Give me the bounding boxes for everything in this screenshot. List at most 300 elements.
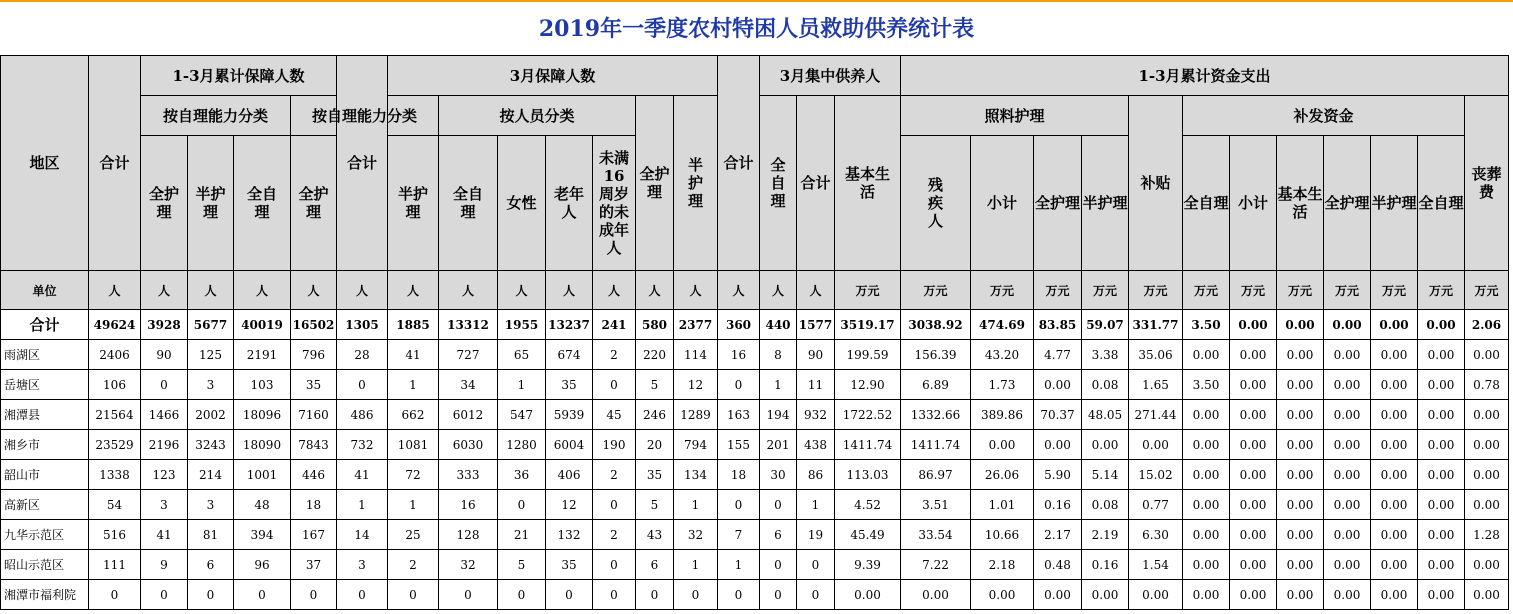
- data-cell: 48.05: [1082, 400, 1129, 430]
- total-cell: 40019: [234, 310, 291, 340]
- data-cell: 0.00: [1034, 370, 1082, 400]
- total-cell: 3038.92: [901, 310, 971, 340]
- data-cell: 0.00: [1465, 550, 1509, 580]
- table-row: [1, 520, 1509, 550]
- region-name: 韶山市: [1, 460, 89, 490]
- header-reissue-self: 全自理: [1418, 136, 1465, 271]
- data-cell: 1332.66: [901, 400, 971, 430]
- data-cell: 0.00: [1183, 520, 1230, 550]
- data-cell: 41: [141, 520, 188, 550]
- table-row: [1, 370, 1509, 400]
- data-cell: 3.38: [1082, 340, 1129, 370]
- data-cell: 0.16: [1082, 550, 1129, 580]
- data-cell: 0: [234, 580, 291, 610]
- data-cell: 0.00: [971, 580, 1034, 610]
- data-cell: 5: [636, 370, 674, 400]
- data-cell: 5939: [546, 400, 593, 430]
- header-group-march-centralized: 3月集中供养人: [760, 56, 901, 96]
- data-cell: 214: [188, 460, 234, 490]
- data-cell: 199.59: [835, 340, 901, 370]
- header-care-half: 半护理: [1082, 136, 1129, 271]
- data-cell: 0.00: [1230, 550, 1277, 580]
- data-cell: 103: [234, 370, 291, 400]
- data-cell: 128: [439, 520, 498, 550]
- data-cell: 0: [760, 580, 797, 610]
- data-cell: 0.00: [1277, 430, 1324, 460]
- data-cell: 35: [546, 550, 593, 580]
- data-cell: 1: [718, 550, 760, 580]
- data-cell: 0: [291, 580, 337, 610]
- header-reissue: 补发资金: [1183, 96, 1465, 136]
- data-cell: 0.00: [1277, 460, 1324, 490]
- header-by-person: 按人员分类: [439, 96, 636, 136]
- data-cell: 0.00: [1418, 400, 1465, 430]
- data-cell: 3243: [188, 430, 234, 460]
- data-cell: 113.03: [835, 460, 901, 490]
- data-cell: 1081: [388, 430, 439, 460]
- data-cell: 12.90: [835, 370, 901, 400]
- region-name: 湘乡市: [1, 430, 89, 460]
- data-cell: 0: [797, 550, 835, 580]
- data-cell: 96: [234, 550, 291, 580]
- data-cell: 0.00: [1230, 340, 1277, 370]
- data-cell: 12: [674, 370, 718, 400]
- data-cell: 19: [797, 520, 835, 550]
- data-cell: 1001: [234, 460, 291, 490]
- data-cell: 1.54: [1129, 550, 1183, 580]
- data-cell: 2.19: [1082, 520, 1129, 550]
- data-cell: 0.00: [1371, 340, 1418, 370]
- data-cell: 0: [718, 370, 760, 400]
- data-cell: 0.00: [1230, 430, 1277, 460]
- data-cell: 0.00: [1230, 460, 1277, 490]
- data-cell: 12: [546, 490, 593, 520]
- header-group-march-persons: 3月保障人数: [388, 56, 718, 96]
- unit-cell: 人: [291, 271, 337, 310]
- data-cell: 0.00: [1324, 400, 1371, 430]
- unit-cell: 人: [593, 271, 636, 310]
- data-cell: 0.00: [1465, 400, 1509, 430]
- data-cell: 1722.52: [835, 400, 901, 430]
- data-cell: 15.02: [1129, 460, 1183, 490]
- data-cell: 0.16: [1034, 490, 1082, 520]
- unit-cell: 万元: [1034, 271, 1082, 310]
- data-cell: 674: [546, 340, 593, 370]
- data-cell: 0: [760, 550, 797, 580]
- unit-cell: 人: [388, 271, 439, 310]
- data-cell: 2.17: [1034, 520, 1082, 550]
- data-cell: 111: [89, 550, 141, 580]
- data-cell: 41: [388, 340, 439, 370]
- data-cell: 0: [388, 580, 439, 610]
- data-cell: 0.00: [901, 580, 971, 610]
- data-cell: 6004: [546, 430, 593, 460]
- data-cell: 1: [674, 490, 718, 520]
- header-reissue-subtotal: 小计: [1230, 136, 1277, 271]
- unit-cell: 万元: [901, 271, 971, 310]
- data-cell: 547: [498, 400, 546, 430]
- data-cell: 0.08: [1082, 370, 1129, 400]
- unit-cell: 人: [498, 271, 546, 310]
- data-cell: 11: [797, 370, 835, 400]
- data-cell: 0: [674, 580, 718, 610]
- total-cell: 0.00: [1324, 310, 1371, 340]
- data-cell: 794: [674, 430, 718, 460]
- region-name: 九华示范区: [1, 520, 89, 550]
- data-cell: 0.00: [1371, 370, 1418, 400]
- data-cell: 18: [718, 460, 760, 490]
- unit-cell: 万元: [1277, 271, 1324, 310]
- data-cell: 125: [188, 340, 234, 370]
- data-cell: 0: [593, 370, 636, 400]
- unit-cell: 人: [760, 271, 797, 310]
- total-cell: 2377: [674, 310, 718, 340]
- data-cell: 0.00: [1183, 580, 1230, 610]
- header-g2-full: 全护理: [291, 136, 337, 271]
- data-cell: 0: [546, 580, 593, 610]
- data-cell: 35.06: [1129, 340, 1183, 370]
- data-cell: 0.00: [1230, 400, 1277, 430]
- data-cell: 32: [439, 550, 498, 580]
- data-cell: 163: [718, 400, 760, 430]
- header-funeral: 丧葬费: [1465, 96, 1509, 271]
- data-cell: 0: [593, 490, 636, 520]
- data-cell: 41: [337, 460, 388, 490]
- data-cell: 0: [498, 490, 546, 520]
- data-cell: 0.00: [1418, 490, 1465, 520]
- data-cell: 0: [141, 580, 188, 610]
- data-cell: 54: [89, 490, 141, 520]
- unit-cell: 人: [797, 271, 835, 310]
- unit-cell: 人: [188, 271, 234, 310]
- header-g2-total: 合计: [337, 56, 388, 271]
- data-cell: 0.00: [1418, 370, 1465, 400]
- data-cell: 30: [760, 460, 797, 490]
- data-cell: 134: [674, 460, 718, 490]
- data-cell: 0.00: [1371, 430, 1418, 460]
- data-cell: 28: [337, 340, 388, 370]
- data-cell: 0.00: [835, 580, 901, 610]
- data-cell: 0: [89, 580, 141, 610]
- data-cell: 0.00: [1465, 430, 1509, 460]
- data-cell: 246: [636, 400, 674, 430]
- header-g3-full: 全护理: [636, 96, 674, 271]
- header-g1-full: 全护理: [141, 136, 188, 271]
- data-cell: 6012: [439, 400, 498, 430]
- data-cell: 106: [89, 370, 141, 400]
- data-cell: 0.00: [1183, 430, 1230, 460]
- header-subsidy: 补贴: [1129, 96, 1183, 271]
- data-cell: 0: [337, 370, 388, 400]
- data-cell: 1411.74: [901, 430, 971, 460]
- table-row: [1, 580, 1509, 610]
- data-cell: 0.00: [1371, 490, 1418, 520]
- data-cell: 2406: [89, 340, 141, 370]
- data-cell: 0: [593, 550, 636, 580]
- data-cell: 0.00: [1324, 520, 1371, 550]
- data-cell: 194: [760, 400, 797, 430]
- data-cell: 7: [718, 520, 760, 550]
- header-region: 地区: [1, 56, 89, 271]
- data-cell: 7160: [291, 400, 337, 430]
- data-cell: 0.00: [1277, 580, 1324, 610]
- unit-cell: 人: [89, 271, 141, 310]
- data-cell: 21: [498, 520, 546, 550]
- data-cell: 90: [141, 340, 188, 370]
- data-cell: 0.00: [1465, 340, 1509, 370]
- units-row: [1, 271, 1509, 310]
- header-g2-half: 半护理: [388, 136, 439, 271]
- header-care-self: 全自理: [1183, 136, 1230, 271]
- header-g3-half: 半护理: [674, 96, 718, 271]
- region-name: 昭山示范区: [1, 550, 89, 580]
- total-label: 合计: [1, 310, 89, 340]
- data-cell: 932: [797, 400, 835, 430]
- total-cell: 5677: [188, 310, 234, 340]
- total-cell: 0.00: [1277, 310, 1324, 340]
- data-cell: 0.00: [1129, 580, 1183, 610]
- total-cell: 360: [718, 310, 760, 340]
- data-cell: 5.90: [1034, 460, 1082, 490]
- data-cell: 1: [388, 370, 439, 400]
- data-cell: 6030: [439, 430, 498, 460]
- data-cell: 21564: [89, 400, 141, 430]
- data-cell: 0: [760, 490, 797, 520]
- data-cell: 123: [141, 460, 188, 490]
- header-reissue-basic: 基本生活: [1277, 136, 1324, 271]
- data-cell: 0.00: [1082, 580, 1129, 610]
- total-cell: 1305: [337, 310, 388, 340]
- table-row: [1, 550, 1509, 580]
- data-cell: 1.28: [1465, 520, 1509, 550]
- data-cell: 0.00: [1277, 370, 1324, 400]
- data-cell: 0.00: [971, 430, 1034, 460]
- header-g1-self: 全自理: [234, 136, 291, 271]
- total-cell: 331.77: [1129, 310, 1183, 340]
- data-cell: 37: [291, 550, 337, 580]
- unit-cell: 万元: [1230, 271, 1277, 310]
- data-cell: 486: [337, 400, 388, 430]
- data-cell: 0: [718, 490, 760, 520]
- data-cell: 0.00: [1230, 490, 1277, 520]
- data-cell: 35: [546, 370, 593, 400]
- data-cell: 156.39: [901, 340, 971, 370]
- data-cell: 0.00: [1465, 460, 1509, 490]
- page-title: 2019年一季度农村特困人员救助供养统计表: [538, 16, 975, 42]
- total-cell: 440: [760, 310, 797, 340]
- data-cell: 0.00: [1277, 550, 1324, 580]
- total-row: [1, 310, 1509, 340]
- data-cell: 167: [291, 520, 337, 550]
- total-cell: 83.85: [1034, 310, 1082, 340]
- data-cell: 35: [291, 370, 337, 400]
- data-cell: 72: [388, 460, 439, 490]
- data-cell: 48: [234, 490, 291, 520]
- data-cell: 446: [291, 460, 337, 490]
- data-cell: 516: [89, 520, 141, 550]
- data-cell: 0: [439, 580, 498, 610]
- data-cell: 0: [718, 580, 760, 610]
- data-cell: 0.00: [1418, 550, 1465, 580]
- data-cell: 1: [498, 370, 546, 400]
- total-cell: 3928: [141, 310, 188, 340]
- total-cell: 2.06: [1465, 310, 1509, 340]
- header-g2-self: 全自理: [439, 136, 498, 271]
- total-cell: 241: [593, 310, 636, 340]
- data-cell: 7843: [291, 430, 337, 460]
- data-cell: 0.00: [1418, 340, 1465, 370]
- data-cell: 3: [141, 490, 188, 520]
- data-cell: 6: [636, 550, 674, 580]
- data-cell: 0.00: [1324, 340, 1371, 370]
- data-cell: 20: [636, 430, 674, 460]
- header-elderly: 老年人: [546, 136, 593, 271]
- unit-cell: 人: [234, 271, 291, 310]
- header-g3-self: 全自理: [760, 96, 797, 271]
- data-cell: 0.00: [1277, 400, 1324, 430]
- data-cell: 16: [718, 340, 760, 370]
- total-cell: 1577: [797, 310, 835, 340]
- data-cell: 1: [388, 490, 439, 520]
- data-cell: 5: [498, 550, 546, 580]
- statistics-table: [0, 55, 1509, 610]
- data-cell: 14: [337, 520, 388, 550]
- data-cell: 33.54: [901, 520, 971, 550]
- unit-cell: 人: [141, 271, 188, 310]
- data-cell: 70.37: [1034, 400, 1082, 430]
- data-cell: 0: [797, 580, 835, 610]
- unit-cell: 万元: [1129, 271, 1183, 310]
- data-cell: 132: [546, 520, 593, 550]
- region-name: 湘潭县: [1, 400, 89, 430]
- data-cell: 0: [188, 580, 234, 610]
- header-reissue-full: 全护理: [1324, 136, 1371, 271]
- header-minor: 未满16周岁的未成年人: [593, 136, 636, 271]
- data-cell: 1280: [498, 430, 546, 460]
- data-cell: 1: [337, 490, 388, 520]
- data-cell: 2191: [234, 340, 291, 370]
- data-cell: 0.00: [1277, 340, 1324, 370]
- table-row: [1, 460, 1509, 490]
- table-row: [1, 400, 1509, 430]
- data-cell: 25: [388, 520, 439, 550]
- data-cell: 2: [388, 550, 439, 580]
- data-cell: 1.73: [971, 370, 1034, 400]
- data-cell: 114: [674, 340, 718, 370]
- region-name: 岳塘区: [1, 370, 89, 400]
- data-cell: 0.48: [1034, 550, 1082, 580]
- data-cell: 0.78: [1465, 370, 1509, 400]
- header-g1-total: 合计: [89, 56, 141, 271]
- data-cell: 65: [498, 340, 546, 370]
- unit-cell: 人: [718, 271, 760, 310]
- unit-cell: 万元: [1371, 271, 1418, 310]
- data-cell: 796: [291, 340, 337, 370]
- unit-cell: 万元: [1183, 271, 1230, 310]
- data-cell: 0.00: [1183, 400, 1230, 430]
- header-g1-half: 半护理: [188, 136, 234, 271]
- data-cell: 0.77: [1129, 490, 1183, 520]
- data-cell: 10.66: [971, 520, 1034, 550]
- data-cell: 1: [760, 370, 797, 400]
- header-female: 女性: [498, 136, 546, 271]
- data-cell: 1.01: [971, 490, 1034, 520]
- data-cell: 36: [498, 460, 546, 490]
- data-cell: 0: [636, 580, 674, 610]
- data-cell: 662: [388, 400, 439, 430]
- data-cell: 0.00: [1371, 460, 1418, 490]
- total-cell: 3.50: [1183, 310, 1230, 340]
- data-cell: 2002: [188, 400, 234, 430]
- data-cell: 0.00: [1465, 490, 1509, 520]
- data-cell: 0.00: [1324, 490, 1371, 520]
- data-cell: 45: [593, 400, 636, 430]
- data-cell: 0.00: [1129, 430, 1183, 460]
- total-cell: 13237: [546, 310, 593, 340]
- unit-cell: 人: [546, 271, 593, 310]
- data-cell: 2: [593, 340, 636, 370]
- data-cell: 0: [337, 580, 388, 610]
- total-cell: 1885: [388, 310, 439, 340]
- unit-cell: 人: [337, 271, 388, 310]
- data-cell: 35: [636, 460, 674, 490]
- data-cell: 0.00: [1230, 580, 1277, 610]
- region-name: 湘潭市福利院: [1, 580, 89, 610]
- data-cell: 2196: [141, 430, 188, 460]
- total-cell: 16502: [291, 310, 337, 340]
- header-g3-total: 合计: [718, 56, 760, 271]
- data-cell: 0: [593, 580, 636, 610]
- unit-label: 单位: [1, 271, 89, 310]
- data-cell: 6: [188, 550, 234, 580]
- data-cell: 406: [546, 460, 593, 490]
- data-cell: 45.49: [835, 520, 901, 550]
- data-cell: 0.00: [1183, 550, 1230, 580]
- data-cell: 0.00: [1371, 580, 1418, 610]
- data-cell: 0.00: [1371, 400, 1418, 430]
- unit-cell: 人: [674, 271, 718, 310]
- data-cell: 1338: [89, 460, 141, 490]
- data-cell: 23529: [89, 430, 141, 460]
- total-cell: 580: [636, 310, 674, 340]
- data-cell: 0.00: [1324, 460, 1371, 490]
- unit-cell: 万元: [1082, 271, 1129, 310]
- header-by-ability-2: 按自理能力分类: [291, 96, 439, 136]
- data-cell: 1411.74: [835, 430, 901, 460]
- data-cell: 0.00: [1418, 430, 1465, 460]
- data-cell: 43.20: [971, 340, 1034, 370]
- total-cell: 1955: [498, 310, 546, 340]
- unit-cell: 万元: [1418, 271, 1465, 310]
- data-cell: 732: [337, 430, 388, 460]
- data-cell: 0.00: [1277, 490, 1324, 520]
- data-cell: 86.97: [901, 460, 971, 490]
- unit-cell: 人: [439, 271, 498, 310]
- data-cell: 271.44: [1129, 400, 1183, 430]
- data-cell: 394: [234, 520, 291, 550]
- header-group-cumulative-funds: 1-3月累计资金支出: [901, 56, 1509, 96]
- data-cell: 18: [291, 490, 337, 520]
- region-name: 雨湖区: [1, 340, 89, 370]
- table-row: [1, 430, 1509, 460]
- data-cell: 9: [141, 550, 188, 580]
- header-group-cumulative-persons: 1-3月累计保障人数: [141, 56, 337, 96]
- data-cell: 0.08: [1082, 490, 1129, 520]
- data-cell: 727: [439, 340, 498, 370]
- data-cell: 0.00: [1324, 370, 1371, 400]
- data-cell: 3: [188, 370, 234, 400]
- data-cell: 1.65: [1129, 370, 1183, 400]
